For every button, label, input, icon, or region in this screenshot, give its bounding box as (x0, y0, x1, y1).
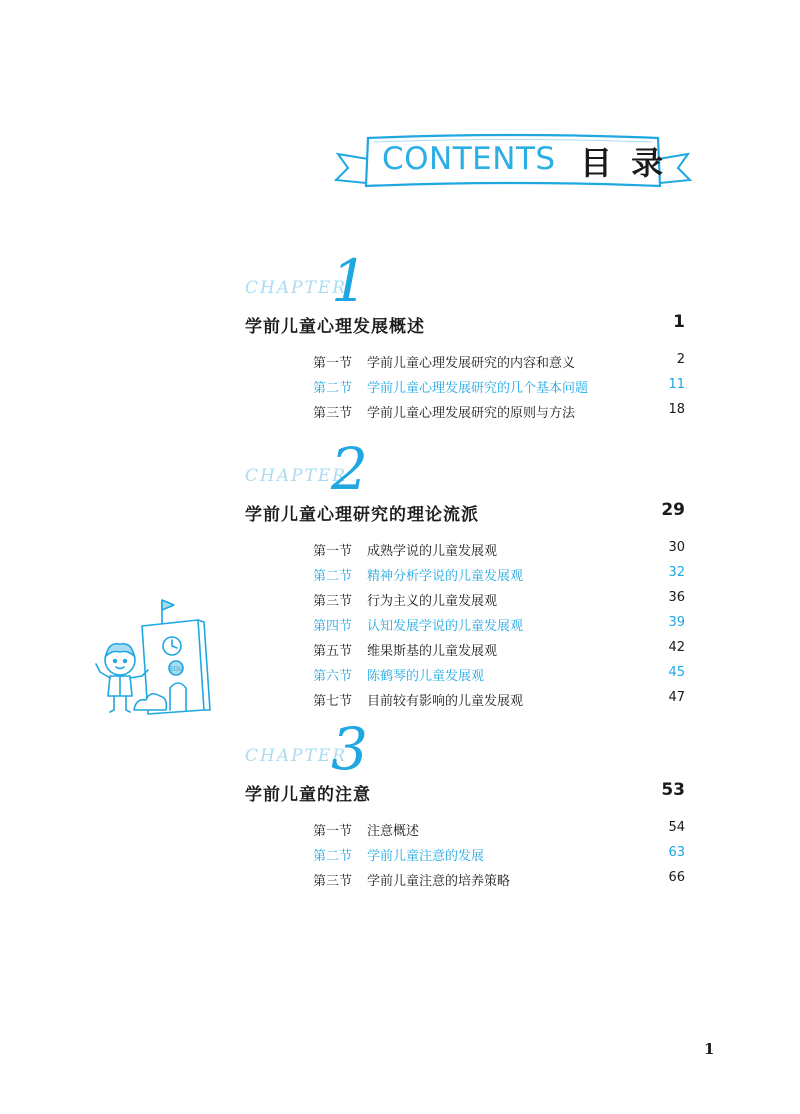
section-number: 第二节 (313, 569, 353, 584)
section-page: 32 (668, 565, 685, 580)
section-number: 第三节 (313, 406, 353, 421)
chapter-page: 1 (673, 312, 685, 332)
chapter-heading (245, 247, 685, 315)
section-number: 第二节 (313, 849, 353, 864)
section-item[interactable] (245, 565, 685, 590)
section-list (245, 820, 685, 895)
chapter-3 (245, 716, 685, 895)
section-page: 66 (668, 870, 685, 885)
section-title: 学前儿童心理发展研究的几个基本问题 (367, 381, 589, 396)
chapter-number: 1 (331, 247, 368, 315)
section-page: 11 (668, 377, 685, 392)
section-title: 行为主义的儿童发展观 (367, 594, 498, 609)
section-page: 30 (668, 540, 685, 555)
section-title: 成熟学说的儿童发展观 (367, 544, 498, 559)
section-page: 36 (668, 590, 685, 605)
section-item[interactable] (245, 690, 685, 715)
section-page: 18 (668, 402, 685, 417)
section-number: 第七节 (313, 694, 353, 709)
chapter-number: 2 (331, 435, 368, 503)
section-title: 注意概述 (367, 824, 420, 839)
contents-title-cn: 目 录 (580, 144, 668, 182)
section-item[interactable] (245, 590, 685, 615)
illustration-sign: EDU (170, 666, 183, 673)
section-page: 54 (668, 820, 685, 835)
section-item[interactable] (245, 665, 685, 690)
section-item[interactable] (245, 640, 685, 665)
section-title: 学前儿童心理发展研究的内容和意义 (367, 356, 576, 371)
section-list (245, 352, 685, 427)
section-number: 第三节 (313, 874, 353, 889)
section-page: 45 (668, 665, 685, 680)
section-number: 第一节 (313, 824, 353, 839)
kid-illustration (94, 592, 214, 722)
chapter-number: 3 (331, 715, 368, 783)
chapter-title: 学前儿童的注意 (245, 785, 371, 805)
section-page: 63 (668, 845, 685, 860)
section-title: 认知发展学说的儿童发展观 (367, 619, 524, 634)
section-item[interactable] (245, 870, 685, 895)
chapter-heading (245, 435, 685, 503)
section-number: 第二节 (313, 381, 353, 396)
contents-title: CONTENTS (382, 141, 556, 177)
section-title: 维果斯基的儿童发展观 (367, 644, 498, 659)
chapter-label: CHAPTER (245, 466, 348, 486)
section-item[interactable] (245, 820, 685, 845)
section-title: 目前较有影响的儿童发展观 (367, 694, 524, 709)
section-number: 第三节 (313, 594, 353, 609)
section-number: 第五节 (313, 644, 353, 659)
section-number: 第六节 (313, 669, 353, 684)
chapter-title-row[interactable] (245, 312, 685, 342)
section-item[interactable] (245, 540, 685, 565)
chapter-title-row[interactable] (245, 780, 685, 810)
chapter-label: CHAPTER (245, 278, 348, 298)
section-item[interactable] (245, 352, 685, 377)
section-page: 2 (676, 352, 685, 367)
chapter-page: 53 (661, 780, 685, 800)
section-number: 第一节 (313, 356, 353, 371)
section-item[interactable] (245, 402, 685, 427)
section-page: 42 (668, 640, 685, 655)
chapter-1 (245, 248, 685, 427)
chapter-heading (245, 715, 685, 783)
section-title: 陈鹤琴的儿童发展观 (367, 669, 485, 684)
chapter-2 (245, 436, 685, 715)
chapter-title-row[interactable] (245, 500, 685, 530)
section-number: 第一节 (313, 544, 353, 559)
section-number: 第四节 (313, 619, 353, 634)
section-item[interactable] (245, 377, 685, 402)
section-title: 学前儿童心理发展研究的原则与方法 (367, 406, 576, 421)
chapter-page: 29 (661, 500, 685, 520)
section-page: 39 (668, 615, 685, 630)
section-item[interactable] (245, 615, 685, 640)
chapter-label: CHAPTER (245, 746, 348, 766)
section-page: 47 (668, 690, 685, 705)
chapter-title: 学前儿童心理研究的理论流派 (245, 505, 479, 525)
page-number: 1 (704, 1040, 715, 1058)
section-title: 学前儿童注意的发展 (367, 849, 485, 864)
section-title: 学前儿童注意的培养策略 (367, 874, 511, 889)
section-title: 精神分析学说的儿童发展观 (367, 569, 524, 584)
section-item[interactable] (245, 845, 685, 870)
section-list (245, 540, 685, 715)
chapter-title: 学前儿童心理发展概述 (245, 317, 425, 337)
